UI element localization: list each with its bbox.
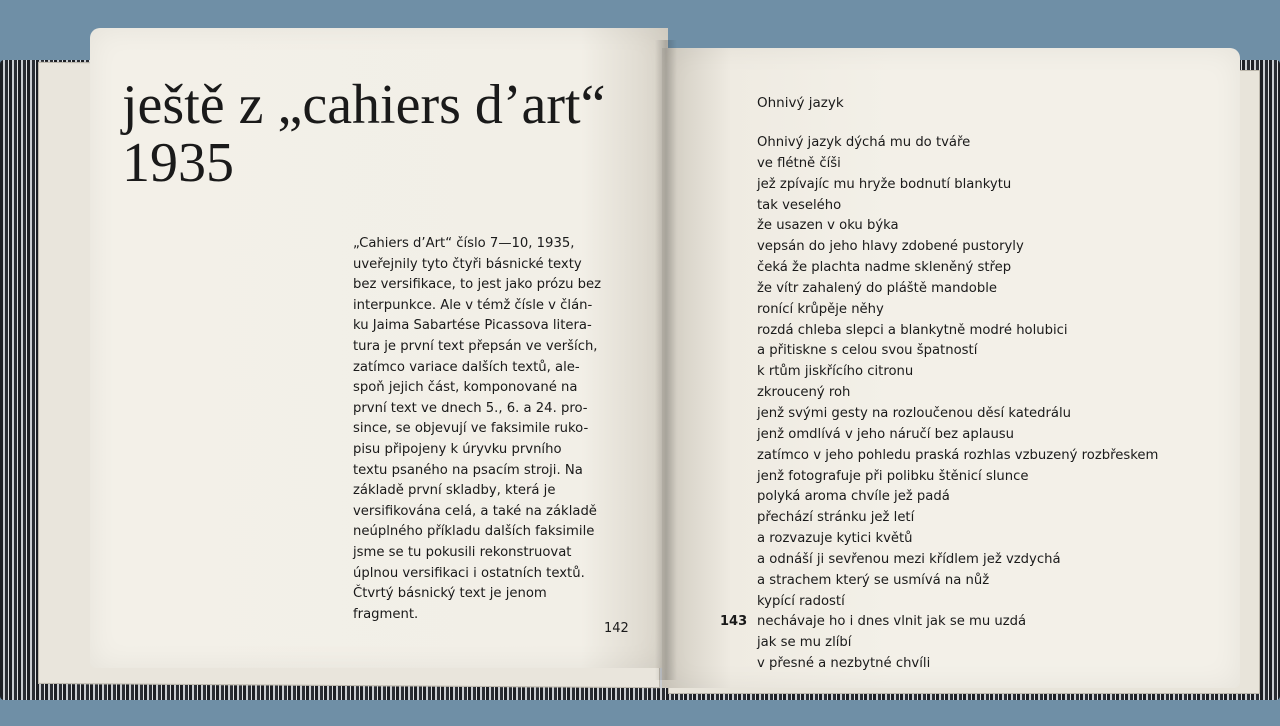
text-line: zatímco variace dalších textů, ale- bbox=[353, 359, 580, 375]
text-line: k rtům jiskřícího citronu bbox=[757, 364, 914, 380]
text-line: fragment. bbox=[353, 606, 419, 622]
text-line: pisu připojeny k úryvku prvního bbox=[353, 441, 562, 457]
chapter-title-line: ještě z „cahiers d’art“ bbox=[122, 74, 606, 136]
text-line: uveřejnily tyto čtyři básnické texty bbox=[353, 256, 582, 272]
text-line: tura je první text přepsán ve verších, bbox=[353, 338, 598, 354]
text-line: jak se mu zlíbí bbox=[757, 635, 852, 651]
text-line: jenž fotografuje při polibku štěnicí slunce bbox=[757, 468, 1029, 484]
text-line: kypící radostí bbox=[757, 593, 845, 609]
text-line: rozdá chleba slepci a blankytně modré holubici bbox=[757, 322, 1068, 338]
text-line: spoň jejich část, komponované na bbox=[353, 380, 578, 396]
text-line: že usazen v oku býka bbox=[757, 218, 899, 234]
chapter-title-line: 1935 bbox=[122, 132, 234, 194]
text-line: tak veselého bbox=[757, 197, 842, 213]
page-number-right: 143 bbox=[720, 614, 748, 629]
text-line: ronící krůpěje něhy bbox=[757, 301, 884, 317]
chapter-title bbox=[122, 76, 642, 192]
text-line: Ohnivý jazyk dýchá mu do tváře bbox=[757, 135, 971, 150]
text-line: „Cahiers d’Art“ číslo 7—10, 1935, bbox=[353, 236, 575, 251]
text-line: základě první skladby, která je bbox=[353, 483, 556, 499]
page-number-left: 142 bbox=[604, 621, 629, 636]
text-line: a rozvazuje kytici květů bbox=[757, 531, 913, 547]
text-line: úplnou versifikaci i ostatních textů. bbox=[353, 565, 585, 581]
text-line: přechází stránku jež letí bbox=[757, 510, 915, 526]
text-line: jsme se tu pokusili rekonstruovat bbox=[353, 544, 572, 560]
text-line: zatímco v jeho pohledu praská rozhlas vzbuzený rozbřeskem bbox=[757, 447, 1159, 463]
text-line: vepsán do jeho hlavy zdobené pustoryly bbox=[757, 239, 1024, 255]
text-line: a přitiskne s celou svou špatností bbox=[757, 343, 978, 359]
text-line: polyká aroma chvíle jež padá bbox=[757, 489, 950, 505]
text-line: že vítr zahalený do pláště mandoble bbox=[757, 280, 998, 296]
text-line: ve flétně číši bbox=[757, 155, 841, 171]
text-line: jenž omdlívá v jeho náručí bez aplausu bbox=[757, 426, 1015, 442]
text-line: textu psaného na psacím stroji. Na bbox=[353, 462, 583, 478]
text-line: zkroucený roh bbox=[757, 385, 851, 401]
text-line: nechávaje ho i dnes vlnit jak se mu uzdá bbox=[757, 614, 1027, 630]
text-line: ku Jaima Sabartése Picassova litera- bbox=[353, 318, 592, 334]
text-line: v přesné a nezbytné chvíli bbox=[757, 656, 931, 672]
text-line: Čtvrtý básnický text je jenom bbox=[353, 586, 547, 602]
text-line: interpunkce. Ale v témž čísle v člán- bbox=[353, 297, 593, 313]
intro-paragraph bbox=[353, 234, 602, 625]
text-line: a odnáší ji sevřenou mezi křídlem jež vzdychá bbox=[757, 551, 1061, 567]
text-line: čeká že plachta nadme skleněný střep bbox=[757, 260, 1012, 276]
text-line: první text ve dnech 5., 6. a 24. pro- bbox=[353, 400, 588, 416]
text-line: since, se objevují ve faksimile ruko- bbox=[353, 421, 589, 437]
text-line: a strachem který se usmívá na nůž bbox=[757, 572, 990, 588]
poem-body bbox=[757, 133, 1217, 675]
text-line: bez versifikace, to jest jako prózu bez bbox=[353, 277, 602, 293]
text-line: jenž svými gesty na rozloučenou děsí katedrálu bbox=[757, 405, 1072, 421]
book-gutter bbox=[655, 40, 677, 680]
poem-title: Ohnivý jazyk bbox=[757, 95, 844, 111]
text-line: neúplného příkladu dalších faksimile bbox=[353, 524, 595, 540]
text-line: versifikována celá, a také na základě bbox=[353, 503, 597, 519]
text-line: jež zpívajíc mu hryže bodnutí blankytu bbox=[757, 176, 1012, 192]
